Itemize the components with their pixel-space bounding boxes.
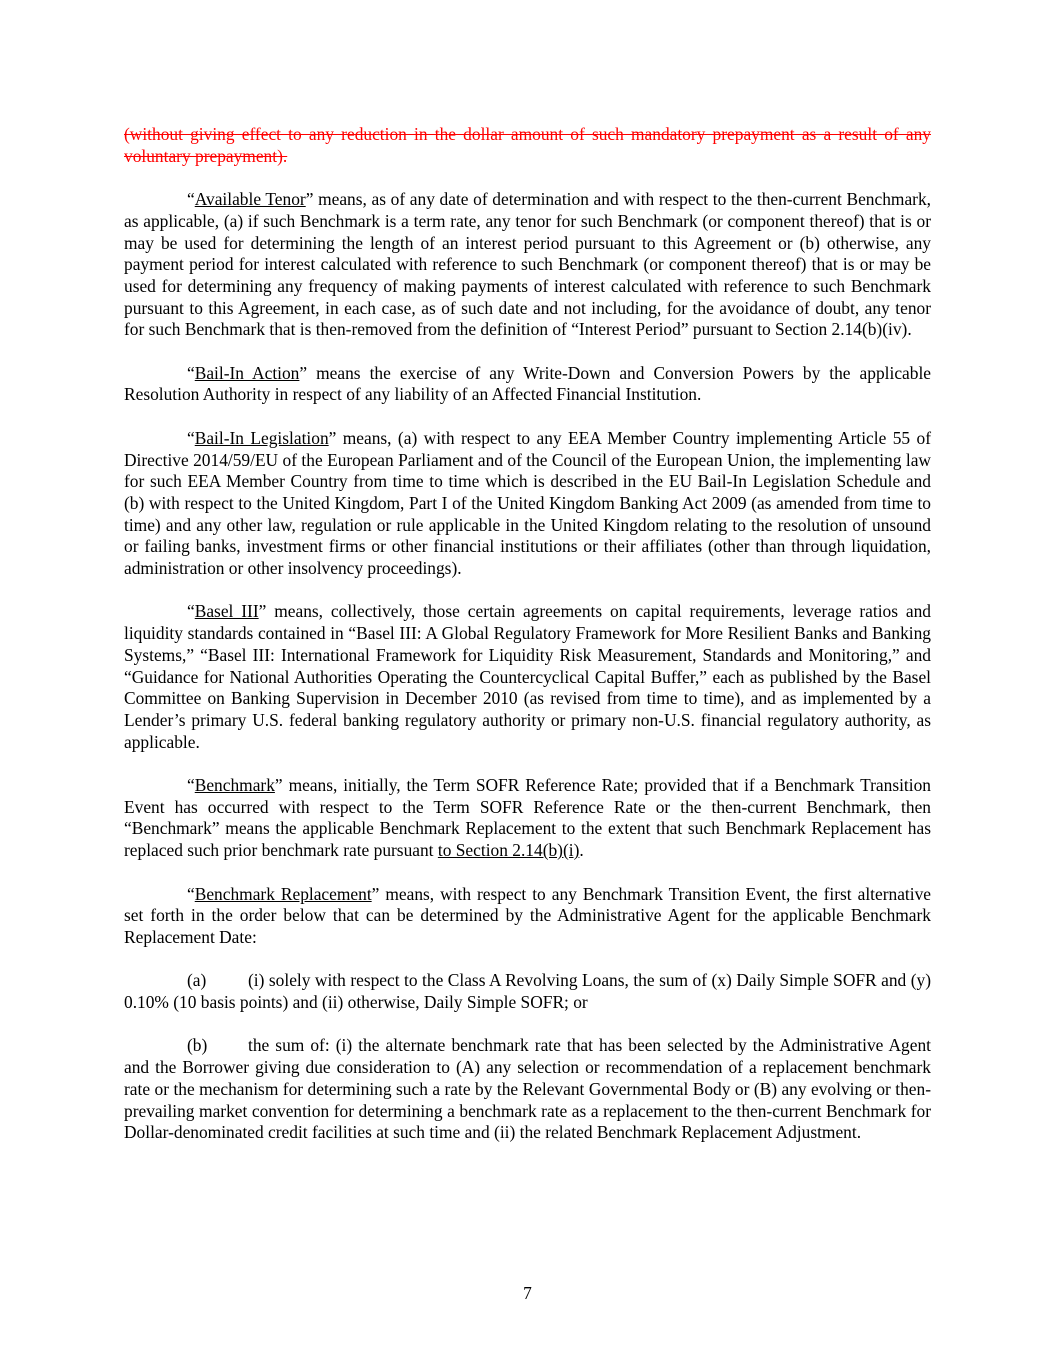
definition-text: ” means the exercise of any Write-Down and Conversion Powers by the applicable Resolution Authority in respect of any liability of an Affected Financial Institution. [124, 362, 931, 405]
page-number: 7 [523, 1283, 532, 1303]
definition-benchmark: “Benchmark” means, initially, the Term SOFR Reference Rate; provided that if a Benchmark Transition Event has occurred with respect to the Term SOFR Reference Rate or the then-current Benchmark, then “Benchmark” means the applicable Benchmark Replacement to the extent that such Benchmark Replacement has replaced such prior benchmark rate pursuant to Section 2.14(b)(i). [124, 775, 931, 861]
definition-bail-in-action: “Bail-In Action” means the exercise of any Write-Down and Conversion Powers by the applicable Resolution Authority in respect of any liability of an Affected Financial Institution. [124, 362, 931, 405]
clause-label: (a) [187, 970, 207, 991]
defined-term-basel-iii: Basel III [194, 601, 259, 622]
definition-text: ” means, as of any date of determination and with respect to the then-current Benchmark, as applicable, (a) if such Benchmark is a term rate, any tenor for such Benchmark (or component thereof) that is or may be used for determining the length of an interest period pursuant to this Agreement or (b) otherwise, any payment period for interest calculated with reference to such Benchmark (or component thereof) that is or may be used for determining any frequency of making payments of interest calculated with reference to such Benchmark pursuant to this Agreement, in each case, as of such date and not including, for the avoidance of doubt, any tenor for such Benchmark that is then-removed from the definition of “Interest Period” pursuant to Section 2.14(b)(iv). [124, 189, 931, 340]
definition-benchmark-replacement: “Benchmark Replacement” means, with respect to any Benchmark Transition Event, the first alternative set forth in the order below that can be determined by the Administrative Agent for the applicable Benchmark Replacement Date: [124, 883, 931, 947]
section-reference-underlined: to Section 2.14(b)(i) [437, 840, 580, 861]
defined-term-benchmark: Benchmark [194, 775, 275, 796]
defined-term-benchmark-replacement: Benchmark Replacement [194, 883, 372, 904]
defined-term-bail-in-legislation: Bail-In Legislation [194, 427, 329, 448]
clause-label: (b) [187, 1035, 208, 1056]
document-page [124, 124, 931, 1166]
definition-text: ” means, initially, the Term SOFR Reference Rate; provided that if a Benchmark Transition Event has occurred with respect to the Term SOFR Reference Rate or the then-current Benchmark, then “Benchmark” means the applicable Benchmark Replacement to the extent that such Benchmark Replacement has replaced such prior benchmark rate pursuant [124, 775, 931, 861]
defined-term-bail-in-action: Bail-In Action [194, 362, 300, 383]
definition-text: ” means, collectively, those certain agreements on capital requirements, leverage ratios and liquidity standards contained in “Basel III: A Global Regulatory Framework for More Resilient Banks and Banking Systems,” “Basel III: International Framework for Liquidity Risk Measurement, Standards and Monitoring,” and “Guidance for National Authorities Operating the Countercyclical Capital Buffer,” each as published by the Basel Committee on Banking Supervision in December 2010 (as revised from time to time), and as implemented by a Lender’s primary U.S. federal banking regulatory authority or primary non-U.S. financial regulatory authority, as applicable. [124, 601, 931, 752]
clause-a [124, 970, 931, 1013]
clause-b [124, 1035, 931, 1144]
definition-basel-iii: “Basel III” means, collectively, those certain agreements on capital requirements, leverage ratios and liquidity standards contained in “Basel III: A Global Regulatory Framework for More Resilient Banks and Banking Systems,” “Basel III: International Framework for Liquidity Risk Measurement, Standards and Monitoring,” and “Guidance for National Authorities Operating the Countercyclical Capital Buffer,” each as published by the Basel Committee on Banking Supervision in December 2010 (as revised from time to time), and as implemented by a Lender’s primary U.S. federal banking regulatory authority or primary non-U.S. financial regulatory authority, as applicable. [124, 601, 931, 752]
definition-bail-in-legislation: “Bail-In Legislation” means, (a) with respect to any EEA Member Country implementing Article 55 of Directive 2014/59/EU of the European Parliament and of the Council of the European Union, the implementing law for such EEA Member Country from time to time which is described in the EU Bail-In Legislation Schedule and (b) with respect to the United Kingdom, Part I of the United Kingdom Banking Act 2009 (as amended from time to time) and any other law, regulation or rule applicable in the United Kingdom relating to the resolution of unsound or failing banks, investment firms or other financial institutions or their affiliates (other than through liquidation, administration or other insolvency proceedings). [124, 427, 931, 579]
defined-term-available-tenor: Available Tenor [194, 189, 306, 210]
clause-text: (i) solely with respect to the Class A Revolving Loans, the sum of (x) Daily Simple SOFR and (y) 0.10% (10 basis points) and (ii) otherwise, Daily Simple SOFR; or [124, 970, 931, 1013]
definition-available-tenor: “Available Tenor” means, as of any date of determination and with respect to the then-current Benchmark, as applicable, (a) if such Benchmark is a term rate, any tenor for such Benchmark (or component thereof) that is or may be used for determining the length of an interest period pursuant to this Agreement or (b) otherwise, any payment period for interest calculated with reference to such Benchmark (or component thereof) that is or may be used for determining any frequency of making payments of interest calculated with reference to such Benchmark pursuant to this Agreement, in each case, as of such date and not including, for the avoidance of doubt, any tenor for such Benchmark that is then-removed from the definition of “Interest Period” pursuant to Section 2.14(b)(iv). [124, 189, 931, 340]
definition-text: ” means, (a) with respect to any EEA Member Country implementing Article 55 of Directive 2014/59/EU of the European Parliament and of the Council of the European Union, the implementing law for such EEA Member Country from time to time which is described in the EU Bail-In Legislation Schedule and (b) with respect to the United Kingdom, Part I of the United Kingdom Banking Act 2009 (as amended from time to time) and any other law, regulation or rule applicable in the United Kingdom relating to the resolution of unsound or failing banks, investment firms or other financial institutions or their affiliates (other than through liquidation, administration or other insolvency proceedings). [124, 427, 931, 579]
clause-text: the sum of: (i) the alternate benchmark rate that has been selected by the Administrative Agent and the Borrower giving due consideration to (A) any selection or recommendation of a replacement benchmark rate or the mechanism for determining such a rate by the Relevant Governmental Body or (B) any evolving or then-prevailing market convention for determining a benchmark rate as a replacement to the then-current Benchmark for Dollar-denominated credit facilities at such time and (ii) the related Benchmark Replacement Adjustment. [124, 1035, 931, 1143]
struck-deletion-paragraph: (without giving effect to any reduction in the dollar amount of such mandatory prepayment as a result of any voluntary prepayment). [124, 124, 931, 166]
definition-text: ” means, with respect to any Benchmark Transition Event, the first alternative set forth in the order below that can be determined by the Administrative Agent for the applicable Benchmark Replacement Date: [124, 883, 931, 947]
